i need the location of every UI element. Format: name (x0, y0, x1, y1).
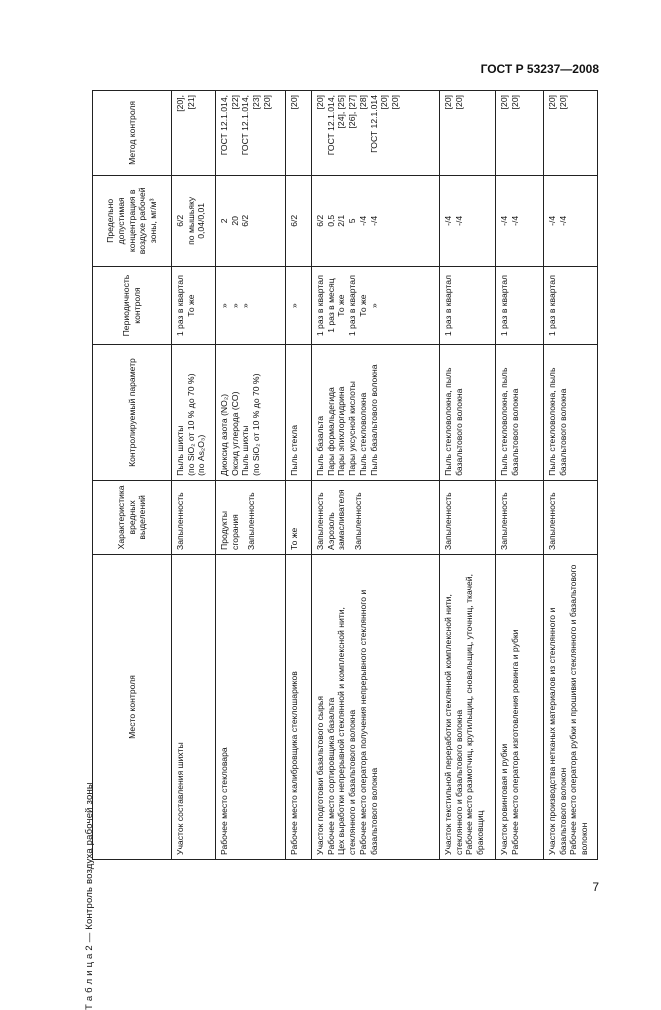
col-header-period: Периодичность контроля (93, 266, 172, 344)
col-header-parameter: Контролируемый параметр (93, 345, 172, 481)
cell-place: Участок производства нетканых материалов из стеклянного и базальтового волокон Рабочее место оператора рубки и прошивки стеклянного и базальтового волокон (544, 554, 598, 859)
cell-method: [20] [20] (496, 91, 544, 176)
rotated-table-wrapper (92, 90, 590, 860)
cell-characteristic: Запыленность (440, 480, 496, 554)
cell-period: 1 раз в квартал 1 раз в месяц То же 1 раз в квартал То же » (312, 266, 440, 344)
table-row (216, 91, 286, 860)
cell-characteristic: Продукты сгорания Запыленность (216, 480, 286, 554)
cell-characteristic: Запыленность (544, 480, 598, 554)
air-control-table (92, 90, 598, 860)
cell-period: 1 раз в квартал (496, 266, 544, 344)
cell-place: Рабочее место калибровщика стеклошариков (286, 554, 312, 859)
cell-place: Участок ровинговая и рубки Рабочее место оператора изготовления ровинга и рубки (496, 554, 544, 859)
cell-parameter: Пыль шихты (по SiO₂ от 10 % до 70 %) (по As₂O₃) (172, 345, 216, 481)
table-header-row (93, 91, 172, 860)
cell-period: » » » (216, 266, 286, 344)
table-row (286, 91, 312, 860)
cell-place: Участок подготовки базальтового сырья Рабочее место сортировщика базальта Цех выработки непрерывной стеклянной и комплексной нити, стеклянного и базальтового волокна Рабочее место оператора получения непрерывного стеклянного и базальтового волокна (312, 554, 440, 859)
cell-place: Рабочее место стекловара (216, 554, 286, 859)
cell-method: [20] [20] (544, 91, 598, 176)
cell-period: » (286, 266, 312, 344)
table-row (312, 91, 440, 860)
table-row (440, 91, 496, 860)
cell-parameter: Диоксид азота (NO₂) Оксид углерода (CO) Пыль шихты (по SiO₂ от 10 % до 70 %) (216, 345, 286, 481)
cell-characteristic: Запыленность (496, 480, 544, 554)
cell-pdk: -/4 -/4 (440, 175, 496, 266)
table-row (172, 91, 216, 860)
cell-characteristic: То же (286, 480, 312, 554)
cell-place: Участок текстильной переработки стеклянной комплексной нити, стеклянного и базальтового волокна Рабочее место размотчиц, крутильщиц, сновальщиц, уточниц, ткачей, браковщиц (440, 554, 496, 859)
col-header-pdk: Предельно допустимая концентрация в воздухе рабочей зоны, мг/м³ (93, 175, 172, 266)
cell-method: [20] (286, 91, 312, 176)
cell-characteristic: Запыленность Аэрозоль замасливателя Запыленность (312, 480, 440, 554)
col-header-method: Метод контроля (93, 91, 172, 176)
cell-pdk: -/4 -/4 (496, 175, 544, 266)
cell-parameter: Пыль базальта Пары формальдегида Пары эпихлоргидрина Пары уксусной кислоты Пыль стекловолокна Пыль базальтового волокна (312, 345, 440, 481)
cell-place: Участок составления шихты (172, 554, 216, 859)
cell-pdk: 6/2 по мышьяку 0,04/0,01 (172, 175, 216, 266)
standard-header: ГОСТ Р 53237—2008 (480, 62, 599, 76)
col-header-characteristic: Характеристика вредных выделений (93, 480, 172, 554)
cell-parameter: Пыль стекла (286, 345, 312, 481)
cell-parameter: Пыль стекловолокна, пыль базальтового волокна (440, 345, 496, 481)
cell-method: [20] [20] (440, 91, 496, 176)
col-header-place: Место контроля (93, 554, 172, 859)
cell-parameter: Пыль стекловолокна, пыль базальтового волокна (496, 345, 544, 481)
table-row (544, 91, 598, 860)
cell-pdk: 6/2 0,5 2/1 5 -/4 -/4 (312, 175, 440, 266)
cell-method: [20] ГОСТ 12.1.014, [24], [25] [26], [27] [28] ГОСТ 12.1.014 [20] [20] (312, 91, 440, 176)
cell-pdk: 6/2 (286, 175, 312, 266)
table-caption: Т а б л и ц а 2 — Контроль воздуха рабочей зоны (84, 782, 95, 1010)
cell-characteristic: Запыленность (172, 480, 216, 554)
table-row (496, 91, 544, 860)
cell-period: 1 раз в квартал (440, 266, 496, 344)
page-number: 7 (592, 880, 599, 894)
cell-period: 1 раз в квартал (544, 266, 598, 344)
cell-pdk: -/4 -/4 (544, 175, 598, 266)
cell-method: [20], [21] (172, 91, 216, 176)
cell-method: ГОСТ 12.1.014, [22] ГОСТ 12.1.014, [23] [20] (216, 91, 286, 176)
cell-pdk: 2 20 6/2 (216, 175, 286, 266)
cell-period: 1 раз в квартал То же (172, 266, 216, 344)
cell-parameter: Пыль стекловолокна, пыль базальтового волокна (544, 345, 598, 481)
